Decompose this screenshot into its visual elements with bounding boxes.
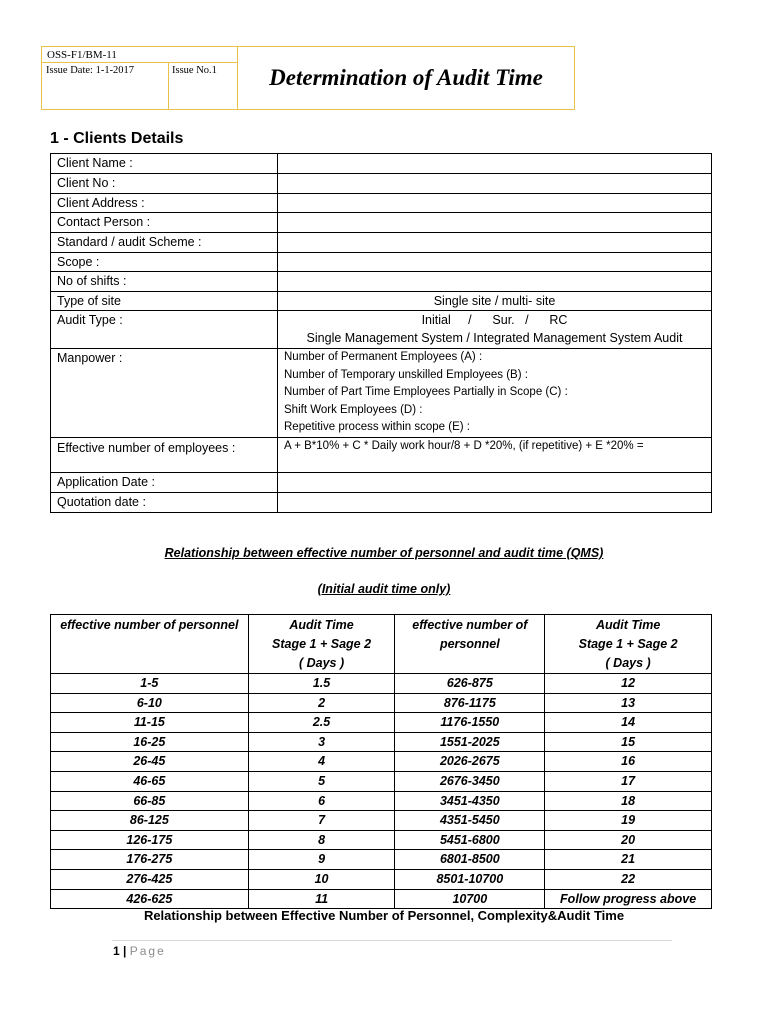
table-row <box>51 233 712 253</box>
table-cell: 176-275 <box>51 850 249 870</box>
table-cell: 4351-5450 <box>395 811 545 831</box>
table-cell: 66-85 <box>51 791 249 811</box>
field-label: Standard / audit Scheme : <box>51 233 278 253</box>
table-cell: 3451-4350 <box>395 791 545 811</box>
table-row <box>51 272 712 292</box>
header-text: ( Days ) <box>298 655 345 670</box>
table-row <box>51 213 712 233</box>
table-row <box>51 154 712 174</box>
table-cell: 6-10 <box>51 693 249 713</box>
page-number: 1 <box>113 944 120 958</box>
document-title: Determination of Audit Time <box>269 65 543 90</box>
page-label: Page <box>129 944 166 958</box>
table-row <box>51 791 712 811</box>
issue-number: Issue No.1 <box>172 65 217 76</box>
table-cell: 3 <box>248 732 395 752</box>
table-cell: 7 <box>248 811 395 831</box>
table-cell: 2676-3450 <box>395 771 545 791</box>
field-label: Client Address : <box>51 194 278 213</box>
table-cell: 13 <box>545 693 712 713</box>
document-header <box>41 46 575 110</box>
table-cell: 18 <box>545 791 712 811</box>
column-header <box>545 615 712 674</box>
field-value <box>278 492 712 512</box>
table-cell: 2026-2675 <box>395 752 545 772</box>
complexity-caption: Relationship between Effective Number of Personnel, Complexity&Audit Time <box>143 908 625 923</box>
table-cell: 5 <box>248 771 395 791</box>
table-cell: 11-15 <box>51 713 249 733</box>
table-cell: 2.5 <box>248 713 395 733</box>
field-label: Client No : <box>51 174 278 194</box>
audit-time-table <box>50 614 712 909</box>
field-value <box>278 472 712 492</box>
table-cell: 1.5 <box>248 674 395 694</box>
section-title: 1 - Clients Details <box>50 130 184 147</box>
table-cell: 11 <box>248 889 395 909</box>
column-header <box>395 615 545 674</box>
table-cell: 6 <box>248 791 395 811</box>
table-cell: 6801-8500 <box>395 850 545 870</box>
table-cell: 426-625 <box>51 889 249 909</box>
table-cell: 22 <box>545 869 712 889</box>
relationship-subtitle: (Initial audit time only) <box>317 582 451 596</box>
table-cell: 16-25 <box>51 732 249 752</box>
header-text: Stage 1 + Sage 2 <box>272 636 372 651</box>
table-row <box>51 850 712 870</box>
client-details-table <box>50 153 712 513</box>
footer-divider <box>112 940 672 941</box>
table-cell: 15 <box>545 732 712 752</box>
table-row <box>51 194 712 213</box>
manpower-line: Number of Part Time Employees Partially in Scope (C) : <box>284 386 568 398</box>
table-row <box>51 752 712 772</box>
manpower-line: Repetitive process within scope (E) : <box>284 421 470 433</box>
issue-date: Issue Date: 1-1-2017 <box>46 65 135 76</box>
table-cell: 4 <box>248 752 395 772</box>
header-text: Audit Time <box>289 618 354 632</box>
table-cell: Follow progress above <box>545 889 712 909</box>
issue-info <box>42 63 238 109</box>
field-value <box>278 174 712 194</box>
field-value <box>278 253 712 272</box>
table-row <box>51 732 712 752</box>
field-label: Audit Type : <box>51 311 278 349</box>
table-cell: 86-125 <box>51 811 249 831</box>
table-row <box>51 830 712 850</box>
table-cell: 276-425 <box>51 869 249 889</box>
table-cell: 10 <box>248 869 395 889</box>
page-footer <box>113 944 166 958</box>
field-value <box>278 194 712 213</box>
manpower-fields <box>278 349 712 438</box>
table-row <box>51 674 712 694</box>
table-row <box>51 693 712 713</box>
header-text: effective number of personnel <box>60 618 239 632</box>
header-text: Audit Time <box>595 618 661 632</box>
field-label: Application Date : <box>51 472 278 492</box>
field-value <box>278 154 712 174</box>
table-row <box>51 437 712 472</box>
field-value <box>278 213 712 233</box>
column-header <box>51 615 249 674</box>
table-cell: 10700 <box>395 889 545 909</box>
table-row <box>51 292 712 311</box>
column-header <box>248 615 395 674</box>
field-label: Client Name : <box>51 154 278 174</box>
table-cell: 12 <box>545 674 712 694</box>
table-cell: 9 <box>248 850 395 870</box>
page-separator: | <box>123 944 127 958</box>
table-cell: 46-65 <box>51 771 249 791</box>
table-row <box>51 349 712 438</box>
table-cell: 1176-1550 <box>395 713 545 733</box>
manpower-line: Number of Temporary unskilled Employees (B) : <box>284 368 528 381</box>
table-cell: 876-1175 <box>395 693 545 713</box>
table-cell: 1-5 <box>51 674 249 694</box>
table-cell: 20 <box>545 830 712 850</box>
table-cell: 8 <box>248 830 395 850</box>
table-row <box>51 771 712 791</box>
field-label: Effective number of employees : <box>51 437 278 472</box>
table-row <box>51 869 712 889</box>
header-text: effective number of personnel <box>412 618 528 651</box>
table-row <box>51 311 712 349</box>
table-row <box>51 889 712 909</box>
header-text: Stage 1 + Sage 2 <box>578 636 678 651</box>
manpower-line: Number of Permanent Employees (A) : <box>284 351 483 363</box>
table-cell: 5451-6800 <box>395 830 545 850</box>
table-cell: 17 <box>545 771 712 791</box>
table-cell: 1551-2025 <box>395 732 545 752</box>
table-cell: 2 <box>248 693 395 713</box>
table-cell: 126-175 <box>51 830 249 850</box>
audit-type-options <box>278 311 712 349</box>
table-row <box>51 811 712 831</box>
header-divider <box>168 63 169 109</box>
audit-type-line: Initial / Sur. / RC <box>421 313 568 327</box>
table-cell: 8501-10700 <box>395 869 545 889</box>
field-label: Manpower : <box>51 349 278 438</box>
field-label: Type of site <box>51 292 278 311</box>
management-system-line: Single Management System / Integrated Management System Audit <box>306 331 683 345</box>
field-label: Quotation date : <box>51 492 278 512</box>
table-row <box>51 174 712 194</box>
table-row <box>51 253 712 272</box>
table-header-row <box>51 615 712 674</box>
field-label: No of shifts : <box>51 272 278 292</box>
table-cell: 16 <box>545 752 712 772</box>
table-cell: 626-875 <box>395 674 545 694</box>
table-cell: 21 <box>545 850 712 870</box>
table-cell: 19 <box>545 811 712 831</box>
table-row <box>51 492 712 512</box>
table-row <box>51 713 712 733</box>
site-type-options: Single site / multi- site <box>278 292 712 311</box>
field-value <box>278 233 712 253</box>
table-cell: 26-45 <box>51 752 249 772</box>
manpower-line: Shift Work Employees (D) : <box>284 403 423 416</box>
field-label: Contact Person : <box>51 213 278 233</box>
field-value <box>278 272 712 292</box>
table-row <box>51 472 712 492</box>
table-cell: 14 <box>545 713 712 733</box>
effective-formula: A + B*10% + C * Daily work hour/8 + D *20%, (if repetitive) + E *20% = <box>278 437 712 472</box>
relationship-title: Relationship between effective number of personnel and audit time (QMS) <box>164 546 604 560</box>
document-id: OSS-F1/BM-11 <box>42 47 238 63</box>
field-label: Scope : <box>51 253 278 272</box>
header-text: ( Days ) <box>605 655 651 670</box>
